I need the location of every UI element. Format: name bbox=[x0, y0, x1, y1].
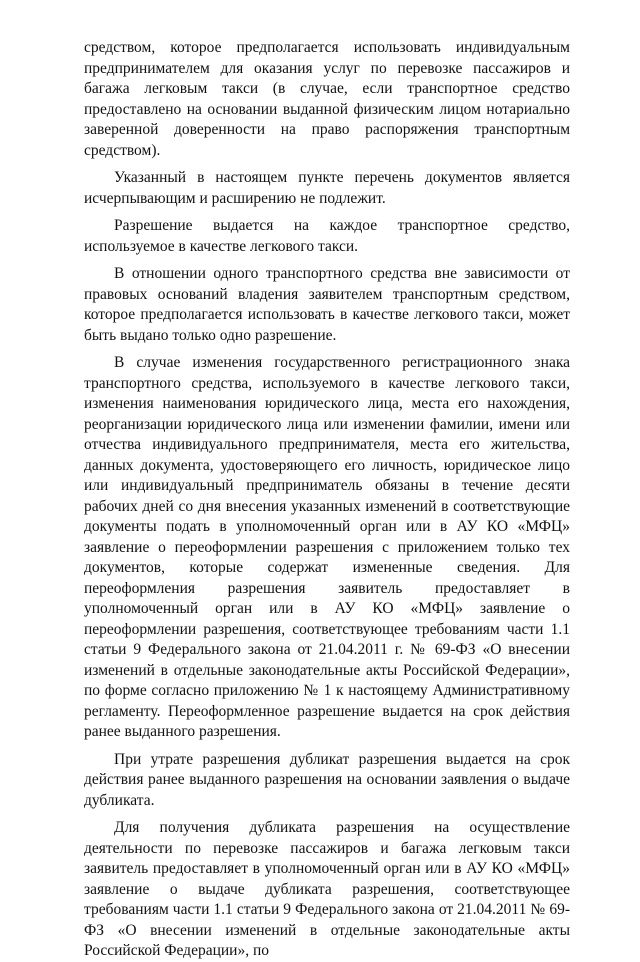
paragraph-6: При утрате разрешения дубликат разрешения выдается на срок действия ранее выданного разрешения на основании заявления о выдаче дубликата. bbox=[84, 750, 570, 809]
paragraph-1: средством, которое предполагается использовать индивидуальным предпринимателем для оказания услуг по перевозке пассажиров и багажа легковым такси (в случае, если транспортное средство предоставлено на основании выданной физическим лицом нотариально заверенной доверенности на право распоряжения транспортным средством). bbox=[84, 39, 570, 159]
paragraph-2: Указанный в настоящем пункте перечень документов является исчерпывающим и расширению не подлежит. bbox=[84, 169, 570, 207]
paragraph-7: Для получения дубликата разрешения на осуществление деятельности по перевозке пассажиров и багажа легковым такси заявитель предоставляет в уполномоченный орган или в АУ КО «МФЦ» заявление о выдаче дубликата разрешения, соответствующее требованиям части 1.1 статьи 9 Федерального закона от 21.04.2011 № 69-ФЗ «О внесении изменений в отдельные законодательные акты Российской Федерации», по bbox=[84, 819, 570, 959]
paragraph-5: В случае изменения государственного регистрационного знака транспортного средства, используемого в качестве легкового такси, изменения наименования юридического лица, места его нахождения, реорганизации юридического лица или изменении фамилии, имени или отчества индивидуального предпринимателя, места его жительства, данных документа, удостоверяющего его личность, юридическое лицо или индивидуальный предприниматель обязаны в течение десяти рабочих дней со дня внесения указанных изменений в соответствующие документы подать в уполномоченный орган или в АУ КО «МФЦ» заявление о переоформлении разрешения с приложением только тех документов, которые содержат измененные сведения. Для переоформления разрешения заявитель предоставляет в уполномоченный орган или в АУ КО «МФЦ» заявление о переоформлении разрешения, соответствующее требованиям части 1.1 статьи 9 Федерального закона от 21.04.2011 г. № 69-ФЗ «О внесении изменений в отдельные законодательные акты Российской Федерации», по форме согласно приложению № 1 к настоящему Административному регламенту. Переоформленное разрешение выдается на срок действия ранее выданного разрешения. bbox=[84, 354, 570, 740]
paragraph-4: В отношении одного транспортного средства вне зависимости от правовых оснований владения заявителем транспортным средством, которое предполагается использовать в качестве легкового такси, может быть выдано только одно разрешение. bbox=[84, 265, 570, 344]
paragraph-3: Разрешение выдается на каждое транспортное средство, используемое в качестве легкового такси. bbox=[84, 217, 570, 255]
